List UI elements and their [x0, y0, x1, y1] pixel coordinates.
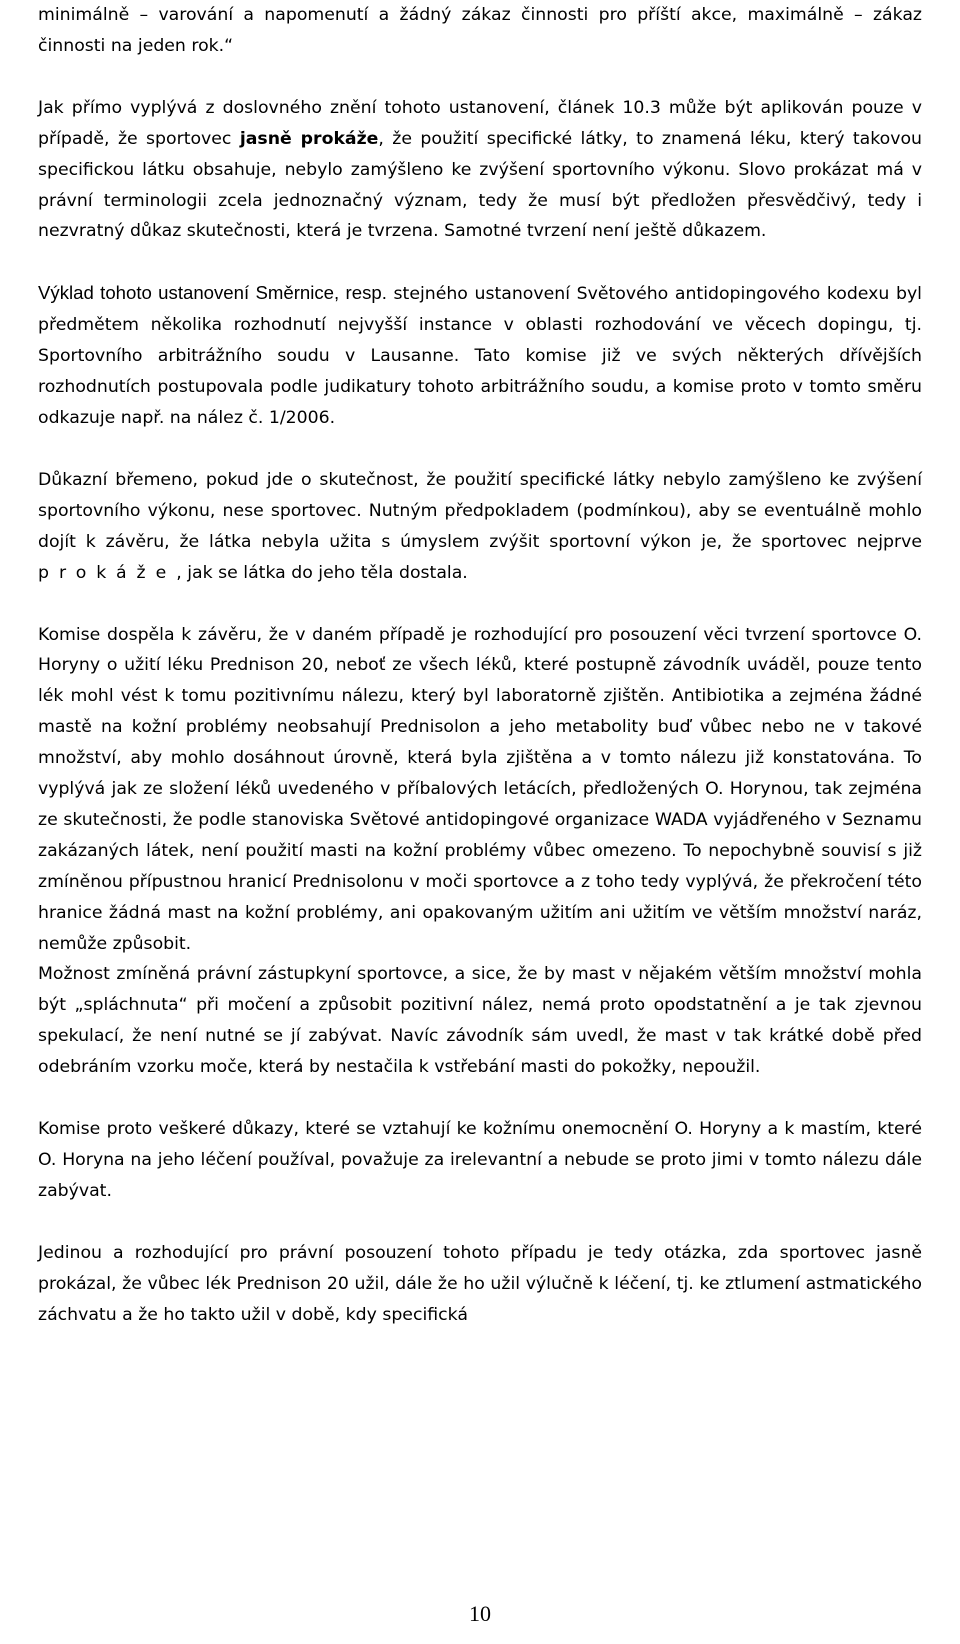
paragraph-text: Výklad tohoto ustanovení Směrnice, resp. — [38, 282, 387, 304]
paragraph-legal-representative: Možnost zmíněná právní zástupkyní sportovce, a sice, že by mast v nějakém větším množství mohla být „spláchnuta“ při močení a způsobit pozitivní nález, nemá proto opodstatnění a je tak zjevnou spekulací, že není nutné se jí zabývat. Navíc závodník sám uvedl, že mast v tak krátké době před odebráním vzorku moče, která by nestačila k vstřebání masti do pokožky, nepoužil. — [38, 964, 922, 1078]
paragraph-text: , že použití specifické látky, to znamená léku, který takovou specifickou látku obsahuje, nebylo zamýšleno ke zvýšení sportovního výkonu. — [38, 128, 922, 180]
paragraph-evidence-irrelevant: Komise proto veškeré důkazy, které se vztahují ke kožnímu onemocnění O. Horyny a k mastím, které O. Horyna na jeho léčení používal, považuje za irelevantní a nebude se proto jimi v tomto nálezu dále zabývat. — [38, 1119, 922, 1201]
emphasis-spaced-prove: prokáže — [38, 562, 177, 583]
paragraph-article-10-3 — [38, 93, 922, 248]
paragraph-text: Jak přímo vyplývá z doslovného znění tohoto ustanovení, článek 10.3 může být aplikován pouze v případě, že sportovec — [38, 97, 922, 149]
page-number: 10 — [469, 1601, 491, 1626]
emphasis-clearly-proves: jasně prokáže — [239, 128, 379, 149]
paragraph-text: Slovo prokázat má v právní terminologii zcela jednoznačný význam, tedy že musí být předložen přesvědčivý, tedy i nezvratný důkaz skutečnosti, která je tvrzena. Samotné tvrzení není ještě důkazem. — [38, 159, 922, 242]
paragraph-decisive-question: Jedinou a rozhodující pro právní posouzení tohoto případu je tedy otázka, zda sportovec jasně prokázal, že vůbec lék Prednison 20 užil, dále že ho užil výlučně k léčení, tj. ke ztlumení astmatického záchvatu a že ho takto užil v době, kdy specifická — [38, 1242, 922, 1325]
paragraph-text: Tato komise již ve svých některých dřívějších rozhodnutích postupovala podle judikatury tohoto arbitrážního soudu, a komise proto v tomto směru odkazuje např. na nález č. 1/2006. — [38, 346, 922, 428]
paragraph-text: stejného ustanovení Světového antidopingového kodexu byl předmětem několika rozhodnutí nejvyšší instance v oblasti rozhodování ve věcech dopingu, tj. Sportovního arbitrážního soudu v Lausanne. — [38, 284, 922, 367]
paragraph-sanctions-end: minimálně – varování a napomenutí a žádný zákaz činnosti pro příští akce, maximálně – zákaz činnosti na jeden rok.“ — [38, 5, 922, 56]
paragraph-interpretation — [38, 278, 922, 434]
paragraph-burden-of-proof — [38, 465, 922, 589]
paragraph-text: , jak se látka do jeho těla dostala. — [176, 562, 468, 583]
paragraph-commission-conclusion: Komise dospěla k závěru, že v daném případě je rozhodující pro posouzení věci tvrzení sportovce O. Horyny o užití léku Prednison 20, neboť ze všech léků, které postupně závodník uváděl, pouze tento lék mohl vést k tomu pozitivnímu nálezu, který byl laboratorně zjištěn. Antibiotika a zejména žádné mastě na kožní problémy neobsahují Prednisolon a jeho metabolity buď vůbec nebo ne v takové množství, aby mohlo dosáhnout úrovně, která byla zjištěna a v tomto nálezu již konstatována. To vyplývá jak ze složení léků uvedeného v příbalových letácích, předložených O. Horynou, tak zejména ze skutečnosti, že podle stanoviska Světové antidopingové organizace WADA vyjádřeného v Seznamu zakázaných látek, není použití masti na kožní problémy vůbec omezeno. To nepochybně souvisí s již zmíněnou přípustnou hranicí Prednisolonu v moči sportovce a z toho tedy vyplývá, že překročení této hranice žádná mast na kožní problémy, ani opakovaným užitím ani užitím ve větším množství naráz, nemůže způsobit. — [38, 624, 922, 954]
paragraph-text: Důkazní břemeno, pokud jde o skutečnost, že použití specifické látky nebylo zamýšleno ke zvýšení sportovního výkonu, nese sportovec. Nutným předpokladem (podmínkou), aby se eventuálně mohlo dojít k závěru, že látka nebyla užita s úmyslem zvýšit sportovní výkon je, že sportovec nejprve — [38, 469, 922, 552]
